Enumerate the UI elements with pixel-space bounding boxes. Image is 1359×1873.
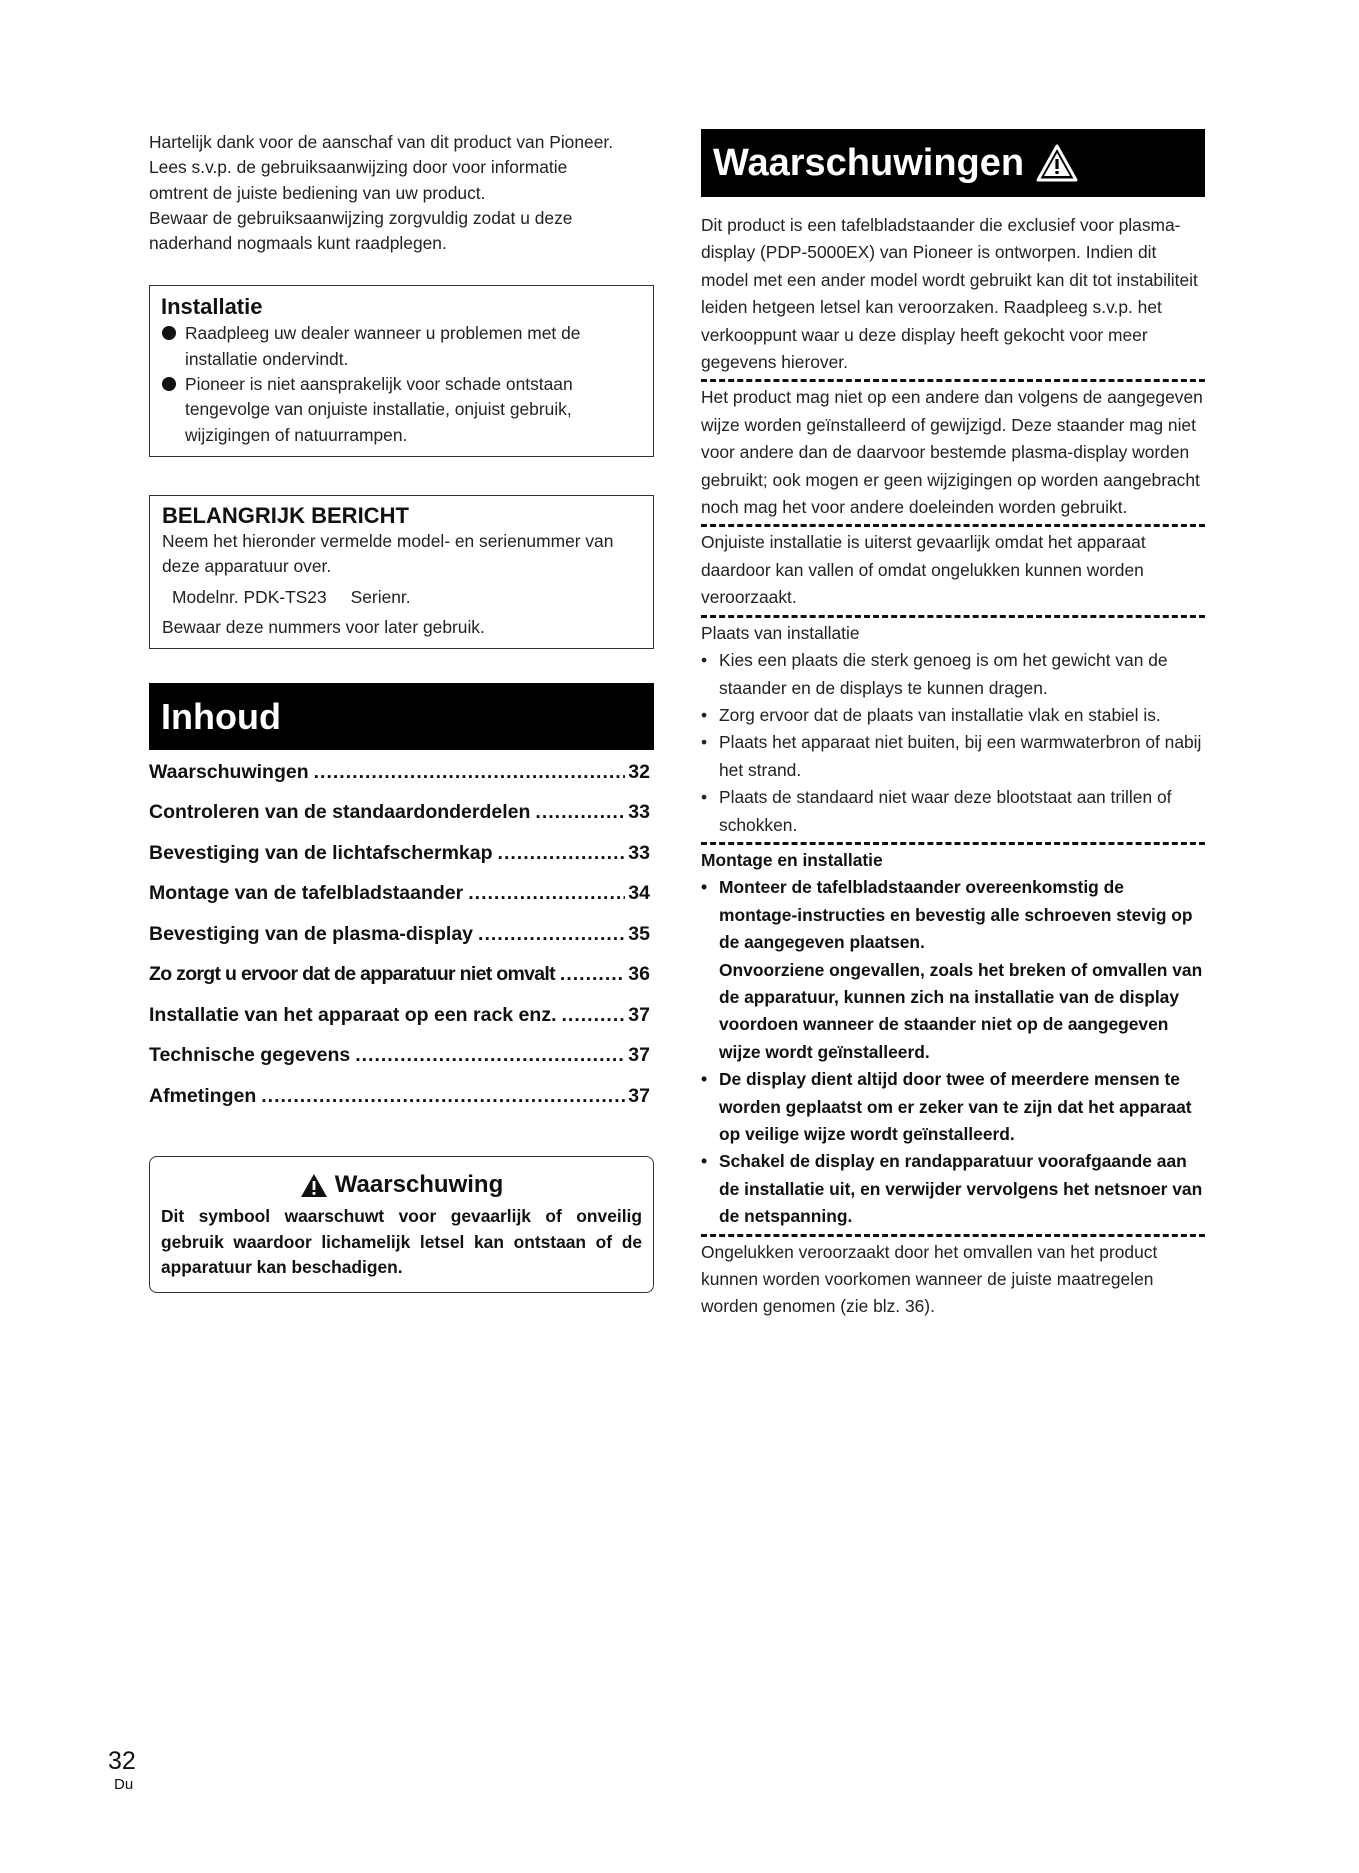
intro-line: Hartelijk dank voor de aanschaf van dit product van Pioneer. bbox=[149, 132, 614, 152]
bullet-icon: • bbox=[701, 1069, 708, 1090]
waarschuwingen-heading bbox=[701, 129, 1205, 197]
waarschuwing-box bbox=[149, 1156, 654, 1293]
montage-item-text: Schakel de display en randapparatuur voorafgaande aan de installatie uit, en verwijder vervolgens het netsnoer van de netspanning. bbox=[719, 1151, 1203, 1227]
bericht-title: BELANGRIJK BERICHT bbox=[162, 502, 409, 528]
bullet-icon bbox=[162, 377, 176, 391]
toc-label: Bevestiging van de plasma-display bbox=[149, 922, 474, 945]
bullet-icon bbox=[162, 326, 176, 340]
toc-label: Afmetingen bbox=[149, 1084, 257, 1107]
bullet-icon: • bbox=[701, 650, 708, 671]
toc-page: 32 bbox=[628, 760, 650, 783]
toc-label: Installatie van het apparaat op een rack enz. bbox=[149, 1003, 557, 1026]
warning-triangle-icon bbox=[1036, 144, 1078, 182]
toc-page: 37 bbox=[628, 1084, 650, 1107]
waarschuwing-text: Dit symbool waarschuwt voor gevaarlijk of onveilig gebruik waardoor lichamelijk letsel kan ontstaan of de apparatuur kan beschadigen. bbox=[161, 1206, 642, 1278]
waarschuwingen-body bbox=[701, 212, 1205, 1321]
plaats-item bbox=[701, 647, 1205, 702]
toc-page: 34 bbox=[628, 882, 650, 905]
plaats-item bbox=[701, 729, 1205, 784]
toc-entry[interactable] bbox=[149, 1004, 654, 1045]
toc-leader bbox=[355, 1044, 625, 1067]
bullet-icon: • bbox=[701, 877, 708, 898]
toc-page: 35 bbox=[628, 922, 650, 945]
installatie-item bbox=[161, 321, 643, 372]
page-language: Du bbox=[114, 1776, 134, 1793]
waarschuwingen-title: Waarschuwingen bbox=[713, 142, 1025, 184]
installatie-title: Installatie bbox=[161, 294, 263, 320]
intro-line: Bewaar de gebruiksaanwijzing zorgvuldig zodat u deze bbox=[149, 207, 573, 228]
toc-leader bbox=[314, 761, 626, 784]
model-number: Modelnr. PDK-TS23 bbox=[172, 586, 327, 607]
installatie-item bbox=[161, 372, 643, 448]
installatie-box bbox=[149, 285, 654, 456]
toc-label: Technische gegevens bbox=[149, 1044, 351, 1067]
toc-entry[interactable] bbox=[149, 963, 654, 1004]
toc-page: 37 bbox=[628, 1044, 650, 1067]
plaats-item-text: Plaats het apparaat niet buiten, bij een warmwaterbron of nabij het strand. bbox=[719, 732, 1202, 780]
toc-page: 33 bbox=[628, 801, 650, 824]
bericht-footer: Bewaar deze nummers voor later gebruik. bbox=[162, 617, 485, 638]
montage-title: Montage en installatie bbox=[701, 849, 883, 870]
warning-paragraph: Onjuiste installatie is uiterst gevaarlijk omdat het apparaat daardoor kan vallen of omdat ongelukken kunnen worden veroorzaakt. bbox=[701, 532, 1146, 608]
montage-item-text: De display dient altijd door twee of meerdere mensen te worden geplaatst om er zeker van te zijn dat het apparaat op veilige wijze wordt geïnstalleerd. bbox=[719, 1069, 1192, 1144]
toc-label: Controleren van de standaardonderdelen bbox=[149, 801, 531, 824]
table-of-contents bbox=[149, 761, 654, 1126]
toc-page: 36 bbox=[628, 963, 650, 986]
intro-text bbox=[149, 130, 654, 256]
dashed-divider bbox=[701, 379, 1205, 382]
toc-entry[interactable] bbox=[149, 1044, 654, 1085]
toc-entry[interactable] bbox=[149, 923, 654, 964]
toc-entry[interactable] bbox=[149, 761, 654, 802]
serial-number: Serienr. bbox=[350, 586, 411, 607]
toc-label: Bevestiging van de lichtafschermkap bbox=[149, 841, 493, 864]
intro-line: naderhand nogmaals kunt raadplegen. bbox=[149, 233, 447, 254]
montage-item-text: Monteer de tafelbladstaander overeenkomstig de montage-instructies en bevestig alle schroeven stevig op de aangegeven plaatsen. bbox=[719, 877, 1193, 953]
warning-paragraph: Ongelukken veroorzaakt door het omvallen van het product kunnen worden voorkomen wanneer de juiste maatregelen worden genomen (zie blz. 36). bbox=[701, 1241, 1158, 1317]
installatie-item-text: Pioneer is niet aansprakelijk voor schade ontstaan tengevolge van onjuiste installatie, onjuist gebruik, wijzigingen of natuurrampen. bbox=[185, 374, 573, 445]
montage-item bbox=[701, 874, 1205, 1066]
montage-item-content bbox=[719, 874, 1205, 1066]
plaats-title: Plaats van installatie bbox=[701, 622, 860, 643]
dashed-divider bbox=[701, 1234, 1205, 1237]
toc-page: 33 bbox=[628, 841, 650, 864]
intro-line: omtrent de juiste bediening van uw product. bbox=[149, 182, 486, 203]
bullet-icon: • bbox=[701, 1151, 708, 1172]
waarschuwing-heading bbox=[161, 1171, 642, 1199]
montage-item bbox=[701, 1148, 1205, 1230]
toc-leader bbox=[478, 923, 625, 946]
toc-label: Waarschuwingen bbox=[149, 760, 309, 783]
plaats-item bbox=[701, 784, 1205, 839]
page-number: 32 bbox=[108, 1747, 136, 1775]
montage-item-extra: Onvoorziene ongevallen, zoals het breken of omvallen van de apparatuur, kunnen zich na installatie van de display voordoen wanneer de staander niet op de aangegeven wijze wordt geïnstalleerd. bbox=[719, 959, 1203, 1062]
intro-line: Lees s.v.p. de gebruiksaanwijzing door voor informatie bbox=[149, 157, 568, 178]
model-serial-row bbox=[172, 585, 643, 611]
waarschuwing-title: Waarschuwing bbox=[334, 1171, 504, 1199]
bullet-icon: • bbox=[701, 787, 708, 808]
plaats-item bbox=[701, 702, 1205, 729]
dashed-divider bbox=[701, 615, 1205, 618]
toc-entry[interactable] bbox=[149, 801, 654, 842]
warning-paragraph: Dit product is een tafelbladstaander die exclusief voor plasma-display (PDP-5000EX) van Pioneer is ontworpen. Indien dit model met een ander model wordt gebruikt kan dit tot instabiliteit leiden hetgeen letsel kan veroorzaken. Raadpleeg s.v.p. het verkooppunt waar u deze display heeft gekocht voor meer gegevens hierover. bbox=[701, 215, 1198, 373]
toc-label: Montage van de tafelbladstaander bbox=[149, 882, 464, 905]
toc-leader bbox=[498, 842, 626, 865]
dashed-divider bbox=[701, 524, 1205, 527]
toc-entry[interactable] bbox=[149, 842, 654, 883]
toc-leader bbox=[468, 882, 625, 905]
toc-label: Zo zorgt u ervoor dat de apparatuur niet omvalt bbox=[149, 963, 555, 986]
bullet-icon: • bbox=[701, 704, 708, 725]
plaats-item-text: Plaats de standaard niet waar deze blootstaat aan trillen of schokken. bbox=[719, 787, 1172, 835]
bericht-text: Neem het hieronder vermelde model- en serienummer van deze apparatuur over. bbox=[162, 530, 614, 577]
bullet-icon: • bbox=[701, 732, 708, 753]
installatie-item-text: Raadpleeg uw dealer wanneer u problemen met de installatie ondervindt. bbox=[185, 323, 581, 369]
toc-entry[interactable] bbox=[149, 882, 654, 923]
inhoud-heading: Inhoud bbox=[149, 683, 654, 750]
toc-leader bbox=[560, 963, 625, 986]
toc-leader bbox=[561, 1004, 625, 1027]
toc-page: 37 bbox=[628, 1003, 650, 1026]
toc-entry[interactable] bbox=[149, 1085, 654, 1126]
plaats-item-text: Kies een plaats die sterk genoeg is om het gewicht van de staander en de displays te kunnen dragen. bbox=[719, 650, 1168, 698]
plaats-item-text: Zorg ervoor dat de plaats van installatie vlak en stabiel is. bbox=[719, 704, 1161, 725]
toc-leader bbox=[535, 801, 625, 824]
belangrijk-bericht-box bbox=[149, 495, 654, 649]
right-column bbox=[701, 129, 1205, 1321]
warning-paragraph: Het product mag niet op een andere dan volgens de aangegeven wijze worden geïnstalleerd of gewijzigd. Deze staander mag niet voor andere dan de daarvoor bestemde plasma-display worden gebruikt; ook mogen er geen wijzigingen op worden aangebracht noch mag het voor andere doeleinden worden gebruikt. bbox=[701, 387, 1203, 518]
left-column bbox=[149, 130, 654, 1293]
dashed-divider bbox=[701, 842, 1205, 845]
toc-leader bbox=[261, 1085, 625, 1108]
warning-triangle-icon bbox=[300, 1173, 328, 1198]
montage-item bbox=[701, 1066, 1205, 1148]
